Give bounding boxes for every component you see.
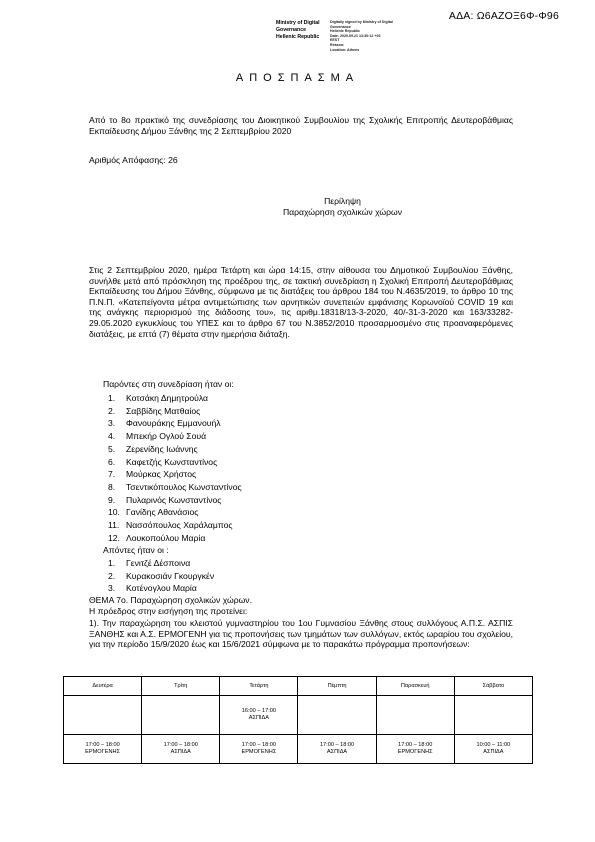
slot-time: 17:00 – 18:00 <box>163 742 198 749</box>
member-name: Καφετζής Κωνσταντίνος <box>126 456 218 467</box>
list-item <box>108 494 242 507</box>
member-name: Μούρκας Χρήστος <box>126 469 197 480</box>
schedule-cell <box>220 696 298 735</box>
schedule-cell <box>220 735 298 764</box>
schedule-cell <box>454 696 532 735</box>
summary-label: Περίληψη <box>324 196 361 206</box>
slot-time: 17:00 – 18:00 <box>241 742 276 749</box>
schedule-cell <box>142 735 220 764</box>
day-header: Πέμπτη <box>298 677 376 696</box>
member-name: Λουκοπούλου Μαρία <box>126 532 206 543</box>
list-number: 2. <box>108 570 116 581</box>
body-paragraph: Στις 2 Σεπτεμβρίου 2020, ημέρα Τετάρτη και ώρα 14:15, στην αίθουσα του Δημοτικού Συμβουλίου Ξάνθης, συνήλθε μετά από πρόσκληση της προέδρου της, σε τακτική συνεδρίαση η Σχολική Επιτροπή Δευτεροβάθμιας Εκπαίδευσης του Δήμου Ξάνθης, σύμφωνα με τις διατάξεις του άρθρου 184 του Ν.4635/2019, το άρθρο 10 της Π.Ν.Π. «Κατεπείγοντα μέτρα αντιμετώπισης των αρνητικών συνεπειών εμφάνισης Κορωνοϊού COVID 19 και της ανάγκης περιορισμού της διάδοσης του», τις αριθμ.18318/13-3-2020, 40/-31-3-2020 και 163/33282-29.05.2020 εγκυκλίους του ΥΠΕΣ και το άρθρο 67 του Ν.3852/2010 προσαρμοσμένο στις προαναφερόμενες διατάξεις, με επτά (7) θέματα στην ημερήσια διάταξη. <box>89 265 513 339</box>
list-number: 1. <box>108 393 116 403</box>
slot-club: ΕΡΜΟΓΕΝΗΣ <box>85 749 120 755</box>
list-item <box>108 570 214 583</box>
absent-list <box>108 557 214 595</box>
signature-right-line: Date: 2020.09.21 13:30:12 +03 <box>330 33 381 38</box>
list-number: 7. <box>108 469 116 480</box>
list-number: 3. <box>108 418 116 429</box>
schedule-cell <box>64 735 142 764</box>
topic-heading: ΘΕΜΑ 7ο. Παραχώρηση σχολικών χώρων. <box>89 595 252 605</box>
list-number: 10. <box>108 507 120 518</box>
slot-club: ΑΣΠΙΔΑ <box>248 715 270 721</box>
slot-time: 10:00 – 11:00 <box>476 742 511 749</box>
present-list <box>108 392 242 544</box>
signature-right-line: Governance <box>330 24 351 29</box>
member-name: Φανουράκης Εμμανουήλ <box>126 418 221 429</box>
signature-right-line: Reason: <box>330 42 345 47</box>
list-number: 9. <box>108 494 116 505</box>
summary-text: Παραχώρηση σχολικών χώρων <box>282 206 403 217</box>
list-item <box>108 405 242 418</box>
list-item <box>108 443 242 456</box>
member-name: Κοτσάκη Δημητρούλα <box>126 393 208 403</box>
intro-paragraph: Από το 8ο πρακτικό της συνεδρίασης του Διοικητικού Συμβουλίου της Σχολικής Επιτροπής Δευτεροβάθμιας Εκπαίδευσης Δήμου Ξάνθης της 2 Σεπτεμβρίου 2020 <box>89 115 513 136</box>
member-name: Κοτένογλου Μαρία <box>126 583 197 594</box>
list-item <box>108 481 242 494</box>
schedule-cell <box>142 696 220 735</box>
schedule-row <box>64 735 533 764</box>
list-number: 8. <box>108 481 116 492</box>
training-schedule-table <box>63 676 533 764</box>
list-item <box>108 532 242 545</box>
member-name: Νασσόπουλος Χαράλαμπος <box>126 520 233 531</box>
schedule-cell <box>298 735 376 764</box>
member-name: Πυλαρινός Κωνσταντίνος <box>126 494 222 505</box>
slot-club: ΑΣΠΙΔΑ <box>170 749 191 755</box>
member-name: Μπεκήρ Ογλού Σουά <box>126 431 207 442</box>
signature-right-line: EEST <box>330 38 340 43</box>
slot-club: ΑΣΠΙΔΑ <box>483 749 504 755</box>
list-number: 2. <box>108 405 116 416</box>
digital-signature <box>276 20 476 60</box>
day-header: Παρασκευή <box>376 677 454 696</box>
present-label: Παρόντες στη συνεδρίαση ήταν οι: <box>103 379 234 389</box>
slot-time: 17:00 – 18:00 <box>398 742 433 749</box>
day-header: Δευτέρα <box>64 677 142 696</box>
schedule-cell <box>376 735 454 764</box>
day-header: Σάββατο <box>454 677 532 696</box>
slot-time: 17:00 – 18:00 <box>85 742 120 749</box>
summary-block <box>0 196 595 217</box>
slot-club: ΑΣΠΙΔΑ <box>326 749 348 755</box>
list-number: 6. <box>108 456 116 467</box>
member-name: Γανίδης Αθανάσιος <box>126 507 199 518</box>
schedule-row <box>64 696 533 735</box>
list-number: 12. <box>108 532 120 543</box>
signature-left <box>276 20 320 41</box>
member-name: Σαββίδης Ματθαίος <box>126 405 201 416</box>
list-item <box>108 557 214 570</box>
list-item <box>108 430 242 443</box>
slot-time: 16:00 – 17:00 <box>241 708 276 715</box>
document-title: ΑΠΟΣΠΑΣΜΑ <box>235 72 360 84</box>
schedule-cell <box>298 696 376 735</box>
signature-right <box>330 20 393 52</box>
list-number: 1. <box>108 558 116 568</box>
list-item <box>108 519 242 532</box>
slot-club: ΕΡΜΟΓΕΝΗΣ <box>397 749 433 755</box>
schedule-cell <box>64 696 142 735</box>
list-number: 11. <box>108 520 120 531</box>
list-item <box>108 417 242 430</box>
proposal-item-1: 1). Την παραχώρηση του κλειστού γυμναστηρίου του 1ου Γυμνασίου Ξάνθης στους συλλόγους Α.Π.Σ. ΑΣΠΙΣ ΞΑΝΘΗΣ και Α.Σ. ΕΡΜΟΓΕΝΗ για τις προπονήσεις των τμημάτων των συλλόγων, εκτός ωραρίου του σχολείου, για την περίοδο 15/9/2020 έως και 15/6/2021 σύμφωνα με το παρακάτω πρόγραμμα προπονήσεων: <box>89 618 513 650</box>
member-name: Ζερενίδης Ιωάννης <box>126 443 198 454</box>
proposal-intro: Η πρόεδρος στην εισήγηση της προτείνει: <box>89 606 248 616</box>
list-item <box>108 582 214 595</box>
list-number: 4. <box>108 431 116 442</box>
list-item <box>108 506 242 519</box>
member-name: Γενιτζέ Δέσποινα <box>126 558 191 568</box>
signature-right-line: Hellenic Republic <box>330 29 360 34</box>
ada-code: ΑΔΑ: Ω6ΑΖΟΞ6Φ-Φ96 <box>448 10 559 22</box>
day-header: Τρίτη <box>142 677 220 696</box>
list-number: 3. <box>108 583 116 594</box>
slot-club: ΕΡΜΟΓΕΝΗΣ <box>241 749 277 755</box>
day-header: Τετάρτη <box>220 677 298 696</box>
schedule-cell <box>376 696 454 735</box>
absent-label: Απόντες ήταν οι : <box>103 545 169 555</box>
list-item <box>108 392 242 405</box>
schedule-header-row <box>64 677 533 696</box>
signature-left-line: Ministry of Digital <box>276 20 320 26</box>
schedule-cell <box>454 735 532 764</box>
signature-right-line: Location: Athens <box>330 47 360 52</box>
signature-left-line: Governance <box>276 27 306 33</box>
signature-right-line: Digitally signed by Ministry of Digital <box>330 20 393 24</box>
member-name: Τσεντικόπουλος Κωνσταντίνος <box>126 481 242 492</box>
decision-number: Αριθμός Απόφασης: 26 <box>89 155 178 165</box>
slot-time: 17:00 – 18:00 <box>319 742 355 749</box>
list-item <box>108 456 242 469</box>
list-item <box>108 468 242 481</box>
signature-left-line: Hellenic Republic <box>276 34 320 40</box>
list-number: 5. <box>108 443 116 454</box>
member-name: Κυρακοσιάν Γκουργκέν <box>126 570 215 581</box>
